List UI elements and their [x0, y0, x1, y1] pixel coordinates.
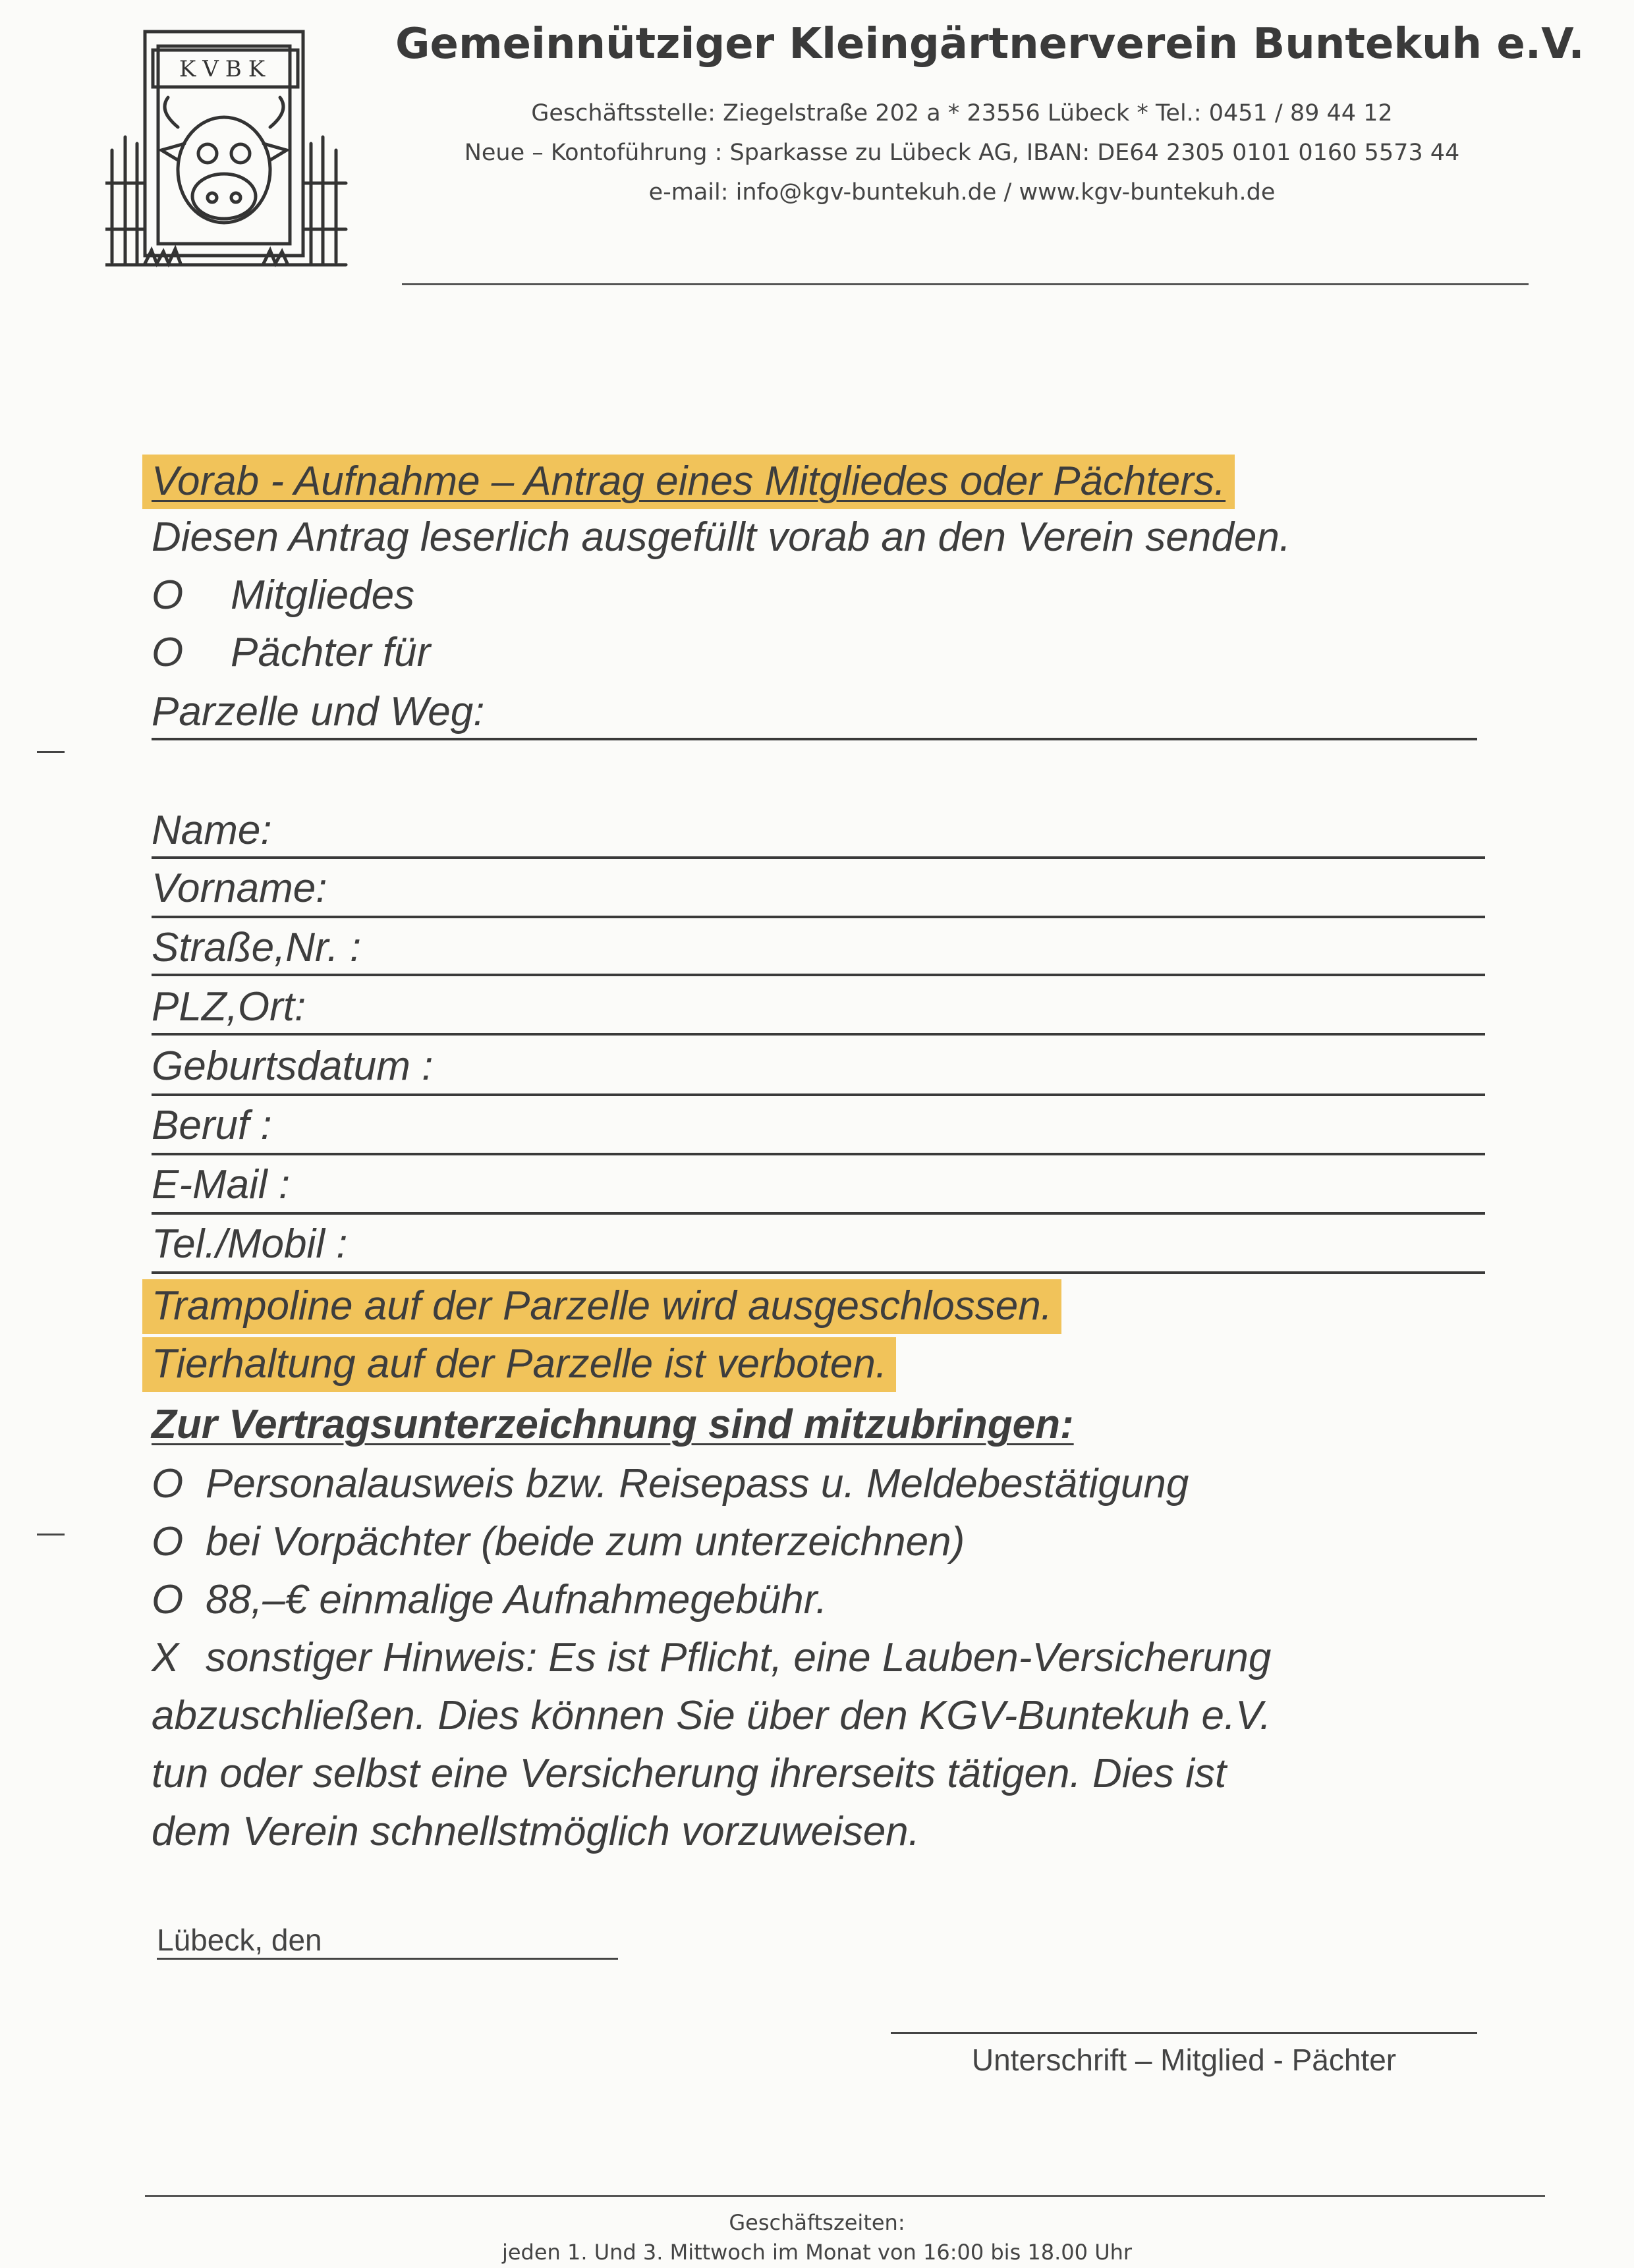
note-line-2: abzuschließen. Dies können Sie über den KGV-Buntekuh e.V.	[152, 1693, 1272, 1738]
option-member-checkbox[interactable]: O	[152, 572, 184, 618]
option-member-label: Mitgliedes	[231, 572, 415, 618]
bring-item-id-checkbox[interactable]: O	[152, 1461, 184, 1507]
option-tenant-checkbox[interactable]: O	[152, 630, 184, 675]
field-label-email: E-Mail :	[152, 1162, 291, 1207]
org-name: Gemeinnütziger Kleingärtnerverein Buntekuh e.V.	[395, 20, 1585, 69]
signature-input-line[interactable]	[891, 2032, 1477, 2034]
logo-text: KVBK	[179, 56, 272, 82]
header-divider	[402, 283, 1529, 285]
option-tenant[interactable]	[152, 632, 430, 673]
note-line-1	[152, 1635, 1272, 1680]
footer-title: Geschäftszeiten:	[729, 2210, 905, 2235]
parcel-label: Parzelle und Weg:	[152, 689, 485, 734]
punch-mark	[37, 751, 65, 753]
contact-address: Geschäftsstelle: Ziegelstraße 202 a * 23556 Lübeck * Tel.: 0451 / 89 44 12	[531, 100, 1393, 126]
option-tenant-label: Pächter für	[231, 630, 431, 675]
field-input-name[interactable]	[152, 856, 1485, 859]
field-label-occupation: Beruf :	[152, 1103, 272, 1148]
note-line-1-text: sonstiger Hinweis: Es ist Pflicht, eine Lauben-Versicherung	[206, 1635, 1272, 1680]
bring-item-id-label: Personalausweis bzw. Reisepass u. Meldebestätigung	[206, 1461, 1189, 1507]
bring-item-predecessor-label: bei Vorpächter (beide zum unterzeichnen)	[206, 1519, 965, 1564]
place-date-label: Lübeck, den	[157, 1923, 322, 1957]
field-input-occupation[interactable]	[152, 1153, 1485, 1155]
bring-item-fee-label: 88,–€ einmalige Aufnahmegebühr.	[206, 1577, 828, 1622]
field-label-street: Straße,Nr. :	[152, 925, 362, 970]
note-mark[interactable]: X	[152, 1635, 179, 1680]
form-instruction: Diesen Antrag leserlich ausgefüllt vorab an den Verein senden.	[152, 514, 1291, 560]
field-label-phone: Tel./Mobil :	[152, 1221, 348, 1267]
field-input-email[interactable]	[152, 1212, 1485, 1215]
bring-item-predecessor[interactable]	[152, 1519, 965, 1564]
contact-web: e-mail: info@kgv-buntekuh.de / www.kgv-buntekuh.de	[648, 179, 1276, 206]
field-input-firstname[interactable]	[152, 916, 1485, 918]
bring-item-fee-checkbox[interactable]: O	[152, 1577, 184, 1622]
notice-trampoline	[152, 1283, 1061, 1329]
field-input-postcode-city[interactable]	[152, 1033, 1485, 1036]
place-date-input-line[interactable]	[157, 1958, 618, 1960]
notice-animals	[152, 1341, 896, 1387]
signature-label: Unterschrift – Mitglied - Pächter	[971, 2043, 1397, 2077]
parcel-input-line[interactable]	[152, 738, 1477, 740]
note-line-3: tun oder selbst eine Versicherung ihrerseits tätigen. Dies ist	[152, 1751, 1227, 1796]
contact-bank: Neue – Kontoführung : Sparkasse zu Lübeck AG, IBAN: DE64 2305 0101 0160 5573 44	[464, 140, 1460, 166]
bring-item-fee[interactable]	[152, 1577, 828, 1622]
field-input-street[interactable]	[152, 974, 1485, 976]
bring-item-predecessor-checkbox[interactable]: O	[152, 1519, 184, 1564]
club-logo	[105, 18, 356, 275]
note-line-4: dem Verein schnellstmöglich vorzuweisen.	[152, 1809, 920, 1854]
field-label-firstname: Vorname:	[152, 866, 327, 911]
footer-hours: jeden 1. Und 3. Mittwoch im Monat von 16:00 bis 18.00 Uhr	[501, 2240, 1133, 2265]
fold-mark	[37, 1534, 65, 1535]
bring-item-id[interactable]	[152, 1461, 1189, 1507]
footer-divider	[145, 2195, 1545, 2197]
option-member[interactable]	[152, 572, 415, 618]
bring-heading: Zur Vertragsunterzeichnung sind mitzubringen:	[152, 1402, 1074, 1447]
field-label-postcode-city: PLZ,Ort:	[152, 984, 306, 1030]
form-title	[152, 458, 1235, 504]
field-label-name: Name:	[152, 808, 272, 853]
form-title-text: Vorab - Aufnahme – Antrag eines Mitgliedes oder Pächters.	[142, 455, 1235, 509]
field-label-birthdate: Geburtsdatum :	[152, 1043, 434, 1089]
field-input-birthdate[interactable]	[152, 1093, 1485, 1096]
field-input-phone[interactable]	[152, 1271, 1485, 1274]
notice-animals-text: Tierhaltung auf der Parzelle ist verboten.	[142, 1337, 896, 1392]
notice-trampoline-text: Trampoline auf der Parzelle wird ausgeschlossen.	[142, 1279, 1061, 1334]
